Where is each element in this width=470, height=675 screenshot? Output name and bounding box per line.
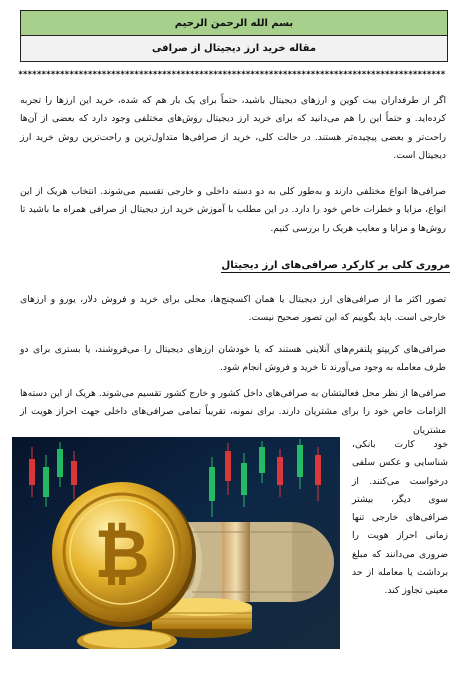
paragraph-intro: اگر از طرفداران بیت کوین و ارزهای دیجیتال باشید، حتماً برای یک بار هم که شده، خرید این ارزها را تجربه کرده‌اید. و حتماً این را هم می‌دانید که برای خرید ارز دیجیتال روش‌های مختلفی وجود دارد که بعضی از آن‌ها راحت‌تر و بعضی پیچیده‌تر هستند. در حالت کلی، خرید از صرافی‌ها متداول‌ترین و راحت‌ترین روش خرید ارز دیجیتال است. bbox=[20, 95, 446, 162]
paragraph-kyc-wrap: خود کارت بانکی، شناسایی و عکس سلفی درخواست می‌کنند. از سوی دیگر، بیشتر صرافی‌های خارجی تنها زمانی احراز هویت را ضروری می‌دانند که مبلغ برداشت یا معامله از حد معینی تجاوز کند. bbox=[352, 439, 448, 597]
article-title: مقاله خرید ارز دیجیتال از صرافی bbox=[21, 36, 447, 61]
paragraph-crypto-platforms: صرافی‌های کریپتو پلتفرم‌های آنلاینی هستند که یا خودشان ارزهای دیجیتال را می‌فروشند، یا بستری برای دو طرف معامله به وجود می‌آورند تا خرید و فروش انجام شود. bbox=[20, 344, 446, 374]
paragraph-domestic-foreign: صرافی‌ها از نظر محل فعالیتشان به صرافی‌های داخل کشور و خارج کشور تقسیم می‌شوند. هریک از این دسته‌ها الزامات خاص خود را برای مشتریان دارند. برای نمونه، تقریباً تمامی صرافی‌های داخلی جهت احراز هویت از مشتریان bbox=[20, 388, 446, 436]
bitcoin-symbol: ₿ bbox=[94, 515, 150, 594]
paragraph-misconception: تصور اکثر ما از صرافی‌های ارز دیجیتال یا همان اکسچنج‌ها، محلی برای خرید و فروش دلار، یورو و ارزهای خارجی است. باید بگوییم که این تصور صحیح نیست. bbox=[20, 294, 446, 324]
header-table bbox=[20, 10, 448, 62]
separator-line: ******************************************************************************************** bbox=[18, 69, 446, 79]
paragraph-types: صرافی‌ها انواع مختلفی دارند و به‌طور کلی به دو دسته داخلی و خارجی تقسیم می‌شوند. انتخاب هریک از این انواع، مزایا و خطرات خاص خود را دارد. در این مطلب با آموزش خرید ارز دیجیتال از صرافی همراه ما باشید تا روش‌ها و مزایا و معایب هریک را بررسی کنیم. bbox=[20, 186, 446, 234]
bitcoin-coin bbox=[52, 482, 196, 627]
bitcoin-photo bbox=[12, 437, 340, 649]
basmala: بسم الله الرحمن الرحیم bbox=[21, 11, 447, 36]
section-heading: مروری کلی بر کارکرد صرافی‌های ارز دیجیتال bbox=[221, 260, 450, 271]
bitcoin-illustration bbox=[12, 437, 340, 649]
